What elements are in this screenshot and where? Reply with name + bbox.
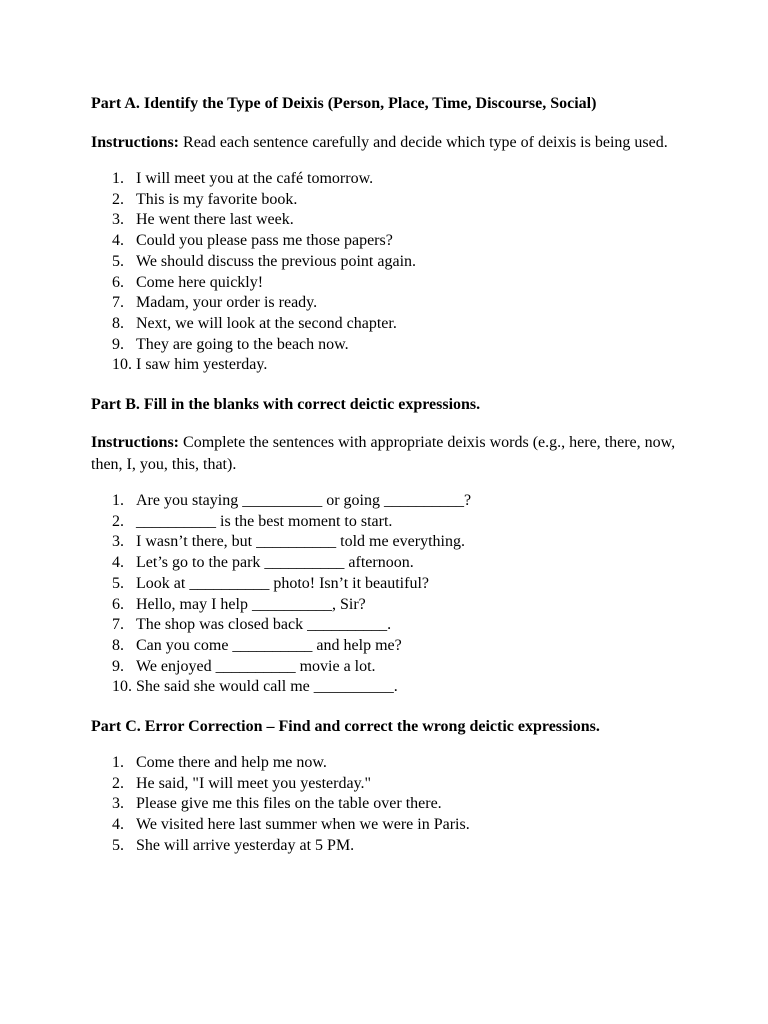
list-item <box>91 335 691 356</box>
item-text: Are you staying __________ or going __________? <box>136 492 472 510</box>
list-item <box>91 190 691 211</box>
item-text: Next, we will look at the second chapter. <box>136 314 397 332</box>
item-text: This is my favorite book. <box>136 190 298 208</box>
item-text: Madam, your order is ready. <box>136 294 318 312</box>
list-item <box>91 595 691 616</box>
item-text: Can you come __________ and help me? <box>136 636 402 654</box>
item-number: 1. <box>112 492 124 510</box>
part-b-heading: Part B. Fill in the blanks with correct deictic expressions. <box>91 396 481 414</box>
part-b-instructions <box>91 432 691 476</box>
list-item <box>91 273 691 294</box>
item-number: 9. <box>112 657 124 675</box>
item-text: Hello, may I help __________, Sir? <box>136 595 366 613</box>
item-text: He said, "I will meet you yesterday." <box>136 774 372 792</box>
part-c-list <box>91 753 691 857</box>
item-number: 7. <box>112 616 124 634</box>
list-item <box>91 677 691 698</box>
item-number: 2. <box>112 190 124 208</box>
list-item <box>91 657 691 678</box>
item-text: The shop was closed back __________. <box>136 616 392 634</box>
part-c-heading: Part C. Error Correction – Find and correct the wrong deictic expressions. <box>91 718 600 736</box>
item-number: 1. <box>112 170 124 187</box>
list-item <box>91 252 691 273</box>
list-item <box>91 753 691 774</box>
item-number: 1. <box>112 754 124 772</box>
item-number: 3. <box>112 211 124 229</box>
item-number: 10. <box>112 678 132 696</box>
part-b-section <box>91 394 691 698</box>
item-text: Could you please pass me those papers? <box>136 232 393 250</box>
item-text: Please give me this files on the table over there. <box>136 795 442 813</box>
item-text: Look at __________ photo! Isn’t it beautiful? <box>136 574 429 592</box>
list-item <box>91 836 691 857</box>
item-text: She said she would call me __________. <box>136 678 398 696</box>
item-number: 9. <box>112 335 124 353</box>
item-text: He went there last week. <box>136 211 294 229</box>
item-text: Come there and help me now. <box>136 754 327 772</box>
list-item <box>91 774 691 795</box>
item-text: __________ is the best moment to start. <box>136 512 393 530</box>
item-text: Come here quickly! <box>136 273 264 291</box>
item-number: 6. <box>112 595 124 613</box>
part-c-section <box>91 716 691 857</box>
part-a-instructions-text: Read each sentence carefully and decide which type of deixis is being used. <box>179 134 668 151</box>
item-text: I will meet you at the café tomorrow. <box>136 170 374 187</box>
item-text: She will arrive yesterday at 5 PM. <box>136 836 355 854</box>
item-text: I saw him yesterday. <box>136 356 268 374</box>
list-item <box>91 231 691 252</box>
list-item <box>91 169 691 190</box>
list-item <box>91 532 691 553</box>
part-a-list <box>91 169 691 376</box>
worksheet-page <box>91 93 691 857</box>
part-a-instructions <box>91 132 691 154</box>
item-number: 2. <box>112 774 124 792</box>
item-number: 4. <box>112 554 124 572</box>
item-number: 8. <box>112 314 124 332</box>
item-number: 10. <box>112 356 132 374</box>
item-number: 6. <box>112 273 124 291</box>
list-item <box>91 314 691 335</box>
part-a-section <box>91 93 691 376</box>
item-number: 3. <box>112 533 124 551</box>
list-item <box>91 553 691 574</box>
item-text: We should discuss the previous point again. <box>136 252 417 270</box>
item-text: They are going to the beach now. <box>136 335 349 353</box>
item-text: We enjoyed __________ movie a lot. <box>136 657 376 675</box>
list-item <box>91 615 691 636</box>
list-item <box>91 293 691 314</box>
list-item <box>91 491 691 512</box>
part-b-instructions-label: Instructions: <box>91 434 180 452</box>
list-item <box>91 636 691 657</box>
list-item <box>91 574 691 595</box>
item-number: 3. <box>112 795 124 813</box>
item-number: 4. <box>112 816 124 834</box>
list-item <box>91 815 691 836</box>
item-text: Let’s go to the park __________ afternoon. <box>136 554 414 572</box>
item-number: 7. <box>112 294 124 312</box>
part-a-heading: Part A. Identify the Type of Deixis (Person, Place, Time, Discourse, Social) <box>91 95 597 112</box>
part-b-instructions-text: Complete the sentences with appropriate deixis words (e.g., here, there, now, then, I, you, this, that). <box>91 434 676 474</box>
list-item <box>91 512 691 533</box>
part-a-instructions-label: Instructions: <box>91 134 180 151</box>
item-number: 5. <box>112 252 124 270</box>
item-number: 4. <box>112 232 124 250</box>
item-number: 2. <box>112 512 124 530</box>
item-text: I wasn’t there, but __________ told me everything. <box>136 533 465 551</box>
item-number: 5. <box>112 836 124 854</box>
item-text: We visited here last summer when we were in Paris. <box>136 816 470 834</box>
list-item <box>91 210 691 231</box>
item-number: 5. <box>112 574 124 592</box>
list-item <box>91 794 691 815</box>
part-b-list <box>91 491 691 698</box>
list-item <box>91 355 691 376</box>
item-number: 8. <box>112 636 124 654</box>
